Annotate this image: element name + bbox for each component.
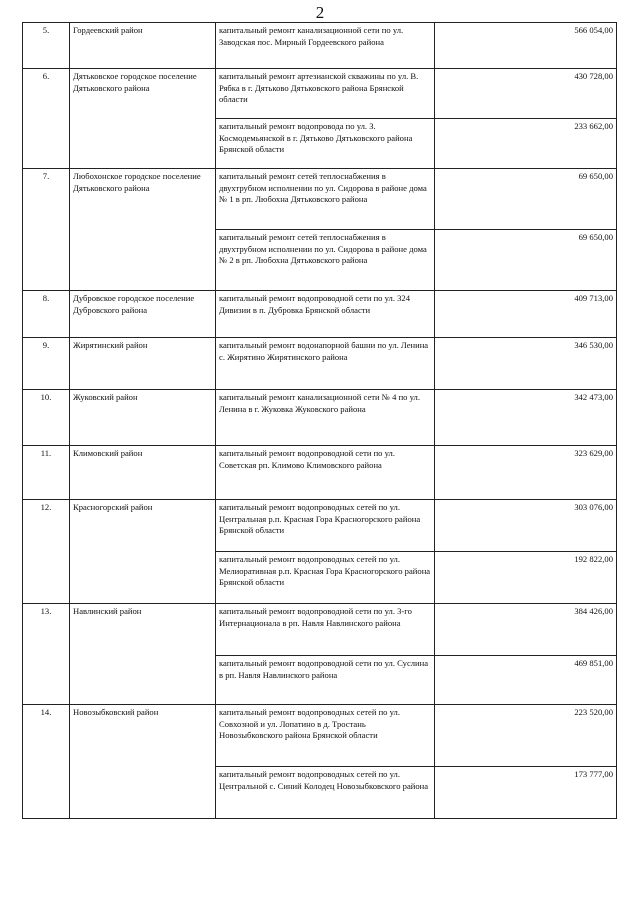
row-number: 14. xyxy=(23,705,70,819)
work-description: капитальный ремонт водопроводной сети по ул. 324 Дивизии в п. Дубровка Брянской области xyxy=(216,291,435,338)
district-name: Дубровское городское поселение Дубровского района xyxy=(70,291,216,338)
table-row xyxy=(23,338,617,390)
work-description: капитальный ремонт водонапорной башни по ул. Ленина с. Жирятино Жирятинского района xyxy=(216,338,435,390)
work-description: капитальный ремонт водопроводной сети по ул. 3-го Интернационала в рп. Навля Навлинского района xyxy=(216,604,435,656)
amount-cell: 233 662,00 xyxy=(435,119,617,169)
amount-cell: 223 520,00 xyxy=(435,705,617,767)
amount-cell: 409 713,00 xyxy=(435,291,617,338)
district-name: Дятьковское городское поселение Дятьковского района xyxy=(70,69,216,169)
table-row xyxy=(23,500,617,552)
district-name: Жуковский район xyxy=(70,390,216,446)
row-number: 11. xyxy=(23,446,70,500)
row-number: 12. xyxy=(23,500,70,604)
district-name: Новозыбковский район xyxy=(70,705,216,819)
table-row xyxy=(23,23,617,69)
work-description: капитальный ремонт водопроводной сети по ул. Суслина в рп. Навля Навлинского района xyxy=(216,656,435,705)
amount-cell: 384 426,00 xyxy=(435,604,617,656)
work-description: капитальный ремонт канализационной сети по ул. Заводская пос. Мирный Гордеевского района xyxy=(216,23,435,69)
funding-table xyxy=(22,22,617,819)
district-name: Гордеевский район xyxy=(70,23,216,69)
amount-cell: 69 650,00 xyxy=(435,169,617,230)
row-number: 10. xyxy=(23,390,70,446)
work-description: капитальный ремонт водопроводных сетей по ул. Центральной с. Синий Колодец Новозыбковского района xyxy=(216,767,435,819)
table-row xyxy=(23,446,617,500)
work-description: капитальный ремонт канализационной сети № 4 по ул. Ленина в г. Жуковка Жуковского района xyxy=(216,390,435,446)
amount-cell: 342 473,00 xyxy=(435,390,617,446)
amount-cell: 192 822,00 xyxy=(435,552,617,604)
table-row xyxy=(23,69,617,119)
work-description: капитальный ремонт водопроводных сетей по ул. Мелиоративная р.п. Красная Гора Красногорского района Брянской области xyxy=(216,552,435,604)
amount-cell: 566 054,00 xyxy=(435,23,617,69)
district-name: Красногорский район xyxy=(70,500,216,604)
work-description: капитальный ремонт водопроводной сети по ул. Советская рп. Климово Климовского района xyxy=(216,446,435,500)
district-name: Любохонское городское поселение Дятьковского района xyxy=(70,169,216,291)
row-number: 5. xyxy=(23,23,70,69)
row-number: 9. xyxy=(23,338,70,390)
amount-cell: 469 851,00 xyxy=(435,656,617,705)
amount-cell: 430 728,00 xyxy=(435,69,617,119)
table-row xyxy=(23,291,617,338)
table-row xyxy=(23,169,617,230)
table-row xyxy=(23,705,617,767)
page-number: 2 xyxy=(315,3,325,22)
work-description: капитальный ремонт водопроводных сетей по ул. Центральная р.п. Красная Гора Красногорского района Брянской области xyxy=(216,500,435,552)
district-name: Жирятинский район xyxy=(70,338,216,390)
row-number: 7. xyxy=(23,169,70,291)
row-number: 13. xyxy=(23,604,70,705)
work-description: капитальный ремонт сетей теплоснабжения в двухтрубном исполнении по ул. Сидорова в районе дома № 2 в рп. Любохна Дятьковского района xyxy=(216,230,435,291)
row-number: 6. xyxy=(23,69,70,169)
amount-cell: 303 076,00 xyxy=(435,500,617,552)
work-description: капитальный ремонт водопровода по ул. З. Космодемьянской в г. Дятьково Дятьковского района Брянской области xyxy=(216,119,435,169)
work-description: капитальный ремонт сетей теплоснабжения в двухтрубном исполнении по ул. Сидорова в районе дома № 1 в рп. Любохна Дятьковского района xyxy=(216,169,435,230)
table-row xyxy=(23,604,617,656)
amount-cell: 323 629,00 xyxy=(435,446,617,500)
district-name: Навлинский район xyxy=(70,604,216,705)
work-description: капитальный ремонт артезианской скважины по ул. В. Рябка в г. Дятьково Дятьковского района Брянской области xyxy=(216,69,435,119)
amount-cell: 346 530,00 xyxy=(435,338,617,390)
table-row xyxy=(23,390,617,446)
amount-cell: 69 650,00 xyxy=(435,230,617,291)
district-name: Климовский район xyxy=(70,446,216,500)
amount-cell: 173 777,00 xyxy=(435,767,617,819)
work-description: капитальный ремонт водопроводных сетей по ул. Совхозной и ул. Лопатино в д. Тростань Новозыбковского района Брянской области xyxy=(216,705,435,767)
row-number: 8. xyxy=(23,291,70,338)
